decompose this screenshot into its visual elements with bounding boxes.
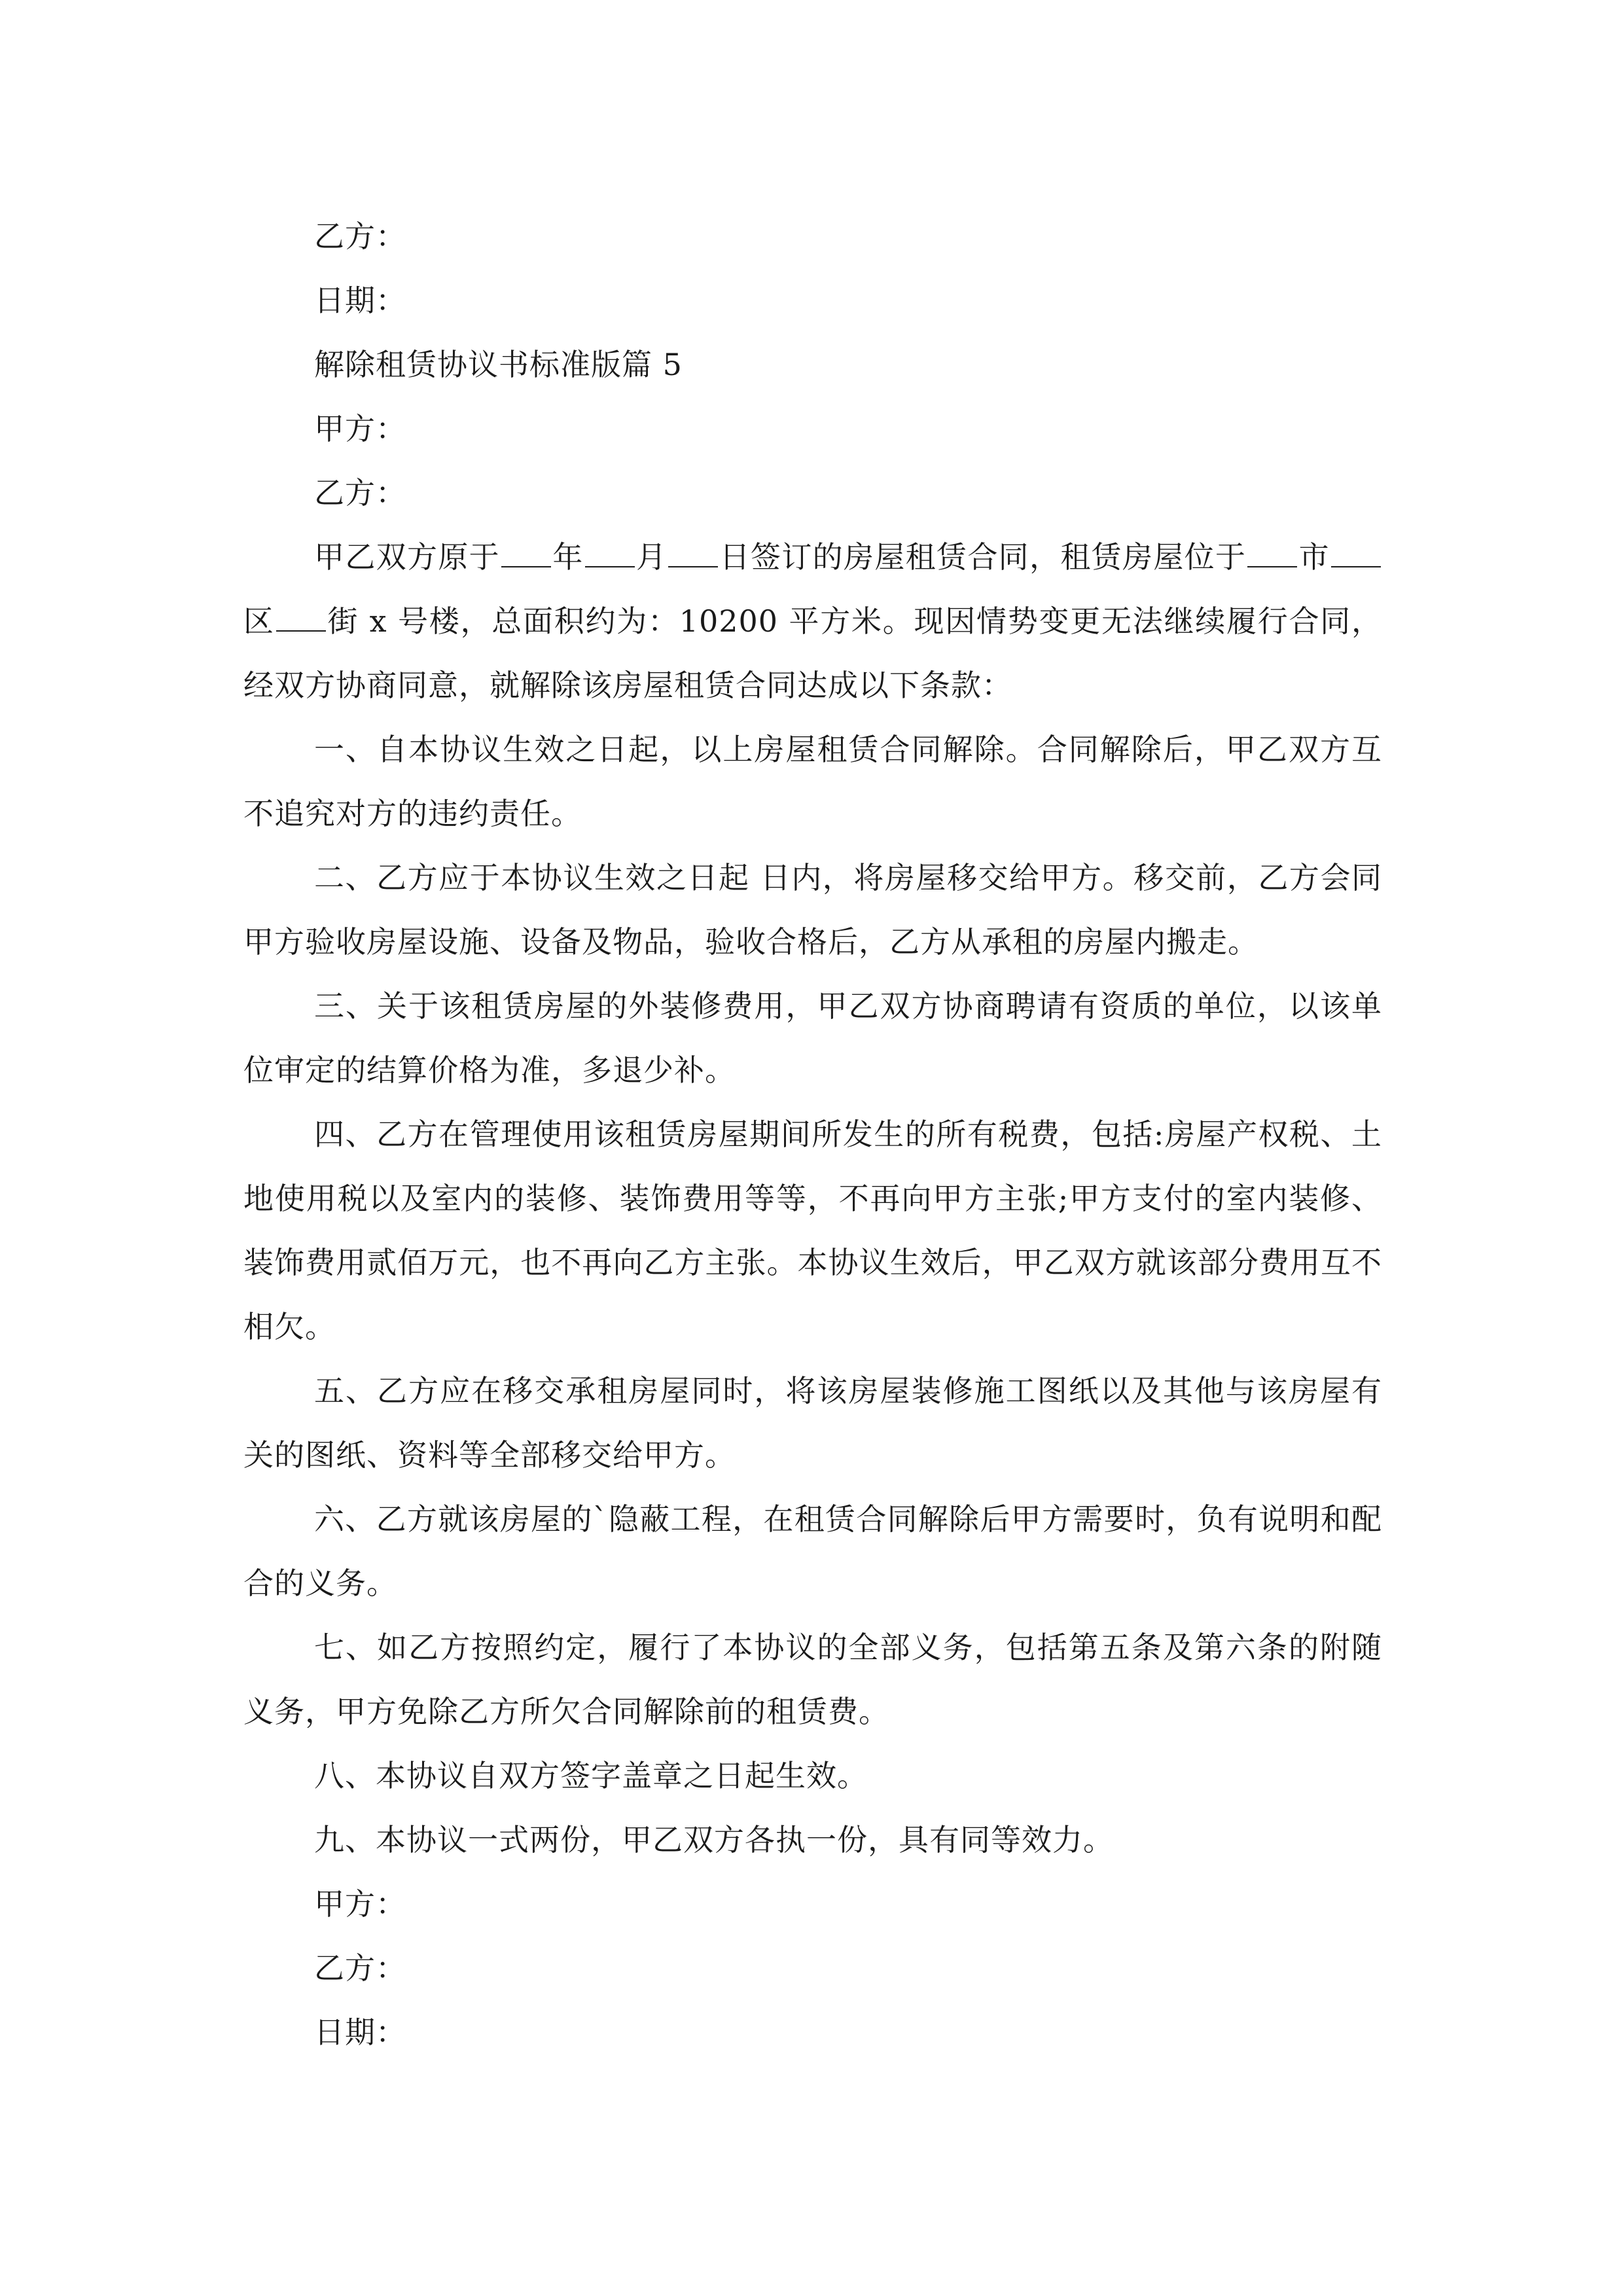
document-body (243, 204, 1382, 2064)
clause-3: 三、关于该租赁房屋的外装修费用，甲乙双方协商聘请有资质的单位，以该单位审定的结算价格为准，多退少补。 (243, 988, 1382, 1088)
party-b-label: 乙方： (314, 475, 406, 511)
clause-8: 八、本协议自双方签字盖章之日起生效。 (314, 1758, 868, 1793)
header-party-b-label: 乙方： (314, 219, 406, 254)
footer-party-b-label: 乙方： (314, 1950, 406, 1986)
intro-district: 区 (243, 603, 275, 639)
blank-month (585, 537, 635, 567)
blank-city (1247, 537, 1297, 567)
party-a-label: 甲方： (314, 411, 406, 446)
blank-day (668, 537, 718, 567)
clause-4: 四、乙方在管理使用该租赁房屋期间所发生的所有税费，包括:房屋产权税、土地使用税以及室内的装修、装饰费用等等，不再向甲方主张;甲方支付的室内装修、装饰费用贰佰万元，也不再向乙方主张。本协议生效后，甲乙双方就该部分费用互不相欠。 (243, 1117, 1382, 1344)
blank-year (501, 537, 551, 567)
header-date-label: 日期： (314, 283, 406, 318)
blank-street (276, 601, 326, 632)
intro-paragraph (243, 525, 1382, 717)
intro-month: 月 (635, 539, 668, 575)
blank-district (1331, 537, 1381, 567)
footer-party-a-label: 甲方： (314, 1886, 406, 1922)
intro-year: 年 (552, 539, 584, 575)
footer-date-label: 日期： (314, 2015, 406, 2050)
clause-2: 二、乙方应于本协议生效之日起 日内，将房屋移交给甲方。移交前，乙方会同甲方验收房屋设施、设备及物品，验收合格后，乙方从承租的房屋内搬走。 (243, 860, 1382, 960)
intro-city: 市 (1298, 539, 1330, 575)
intro-part1: 甲乙双方原于 (314, 539, 500, 575)
clause-7: 七、如乙方按照约定，履行了本协议的全部义务，包括第五条及第六条的附随义务，甲方免除乙方所欠合同解除前的租赁费。 (243, 1630, 1382, 1729)
clause-5: 五、乙方应在移交承租房屋同时，将该房屋装修施工图纸以及其他与该房屋有关的图纸、资料等全部移交给甲方。 (243, 1373, 1382, 1473)
clause-6: 六、乙方就该房屋的`隐蔽工程，在租赁合同解除后甲方需要时，负有说明和配合的义务。 (243, 1501, 1382, 1601)
intro-part2: 日签订的房屋租赁合同，租赁房屋位于 (719, 539, 1247, 575)
intro-part3: 街 x 号楼，总面积约为：10200 平方米。现因情势变更无法继续履行合同，经双方协商同意，就解除该房屋租赁合同达成以下条款： (243, 603, 1382, 703)
clause-1: 一、自本协议生效之日起，以上房屋租赁合同解除。合同解除后，甲乙双方互不追究对方的违约责任。 (243, 732, 1382, 831)
clause-9: 九、本协议一式两份，甲乙双方各执一份，具有同等效力。 (314, 1822, 1114, 1857)
section-title: 解除租赁协议书标准版篇 5 (314, 347, 683, 382)
